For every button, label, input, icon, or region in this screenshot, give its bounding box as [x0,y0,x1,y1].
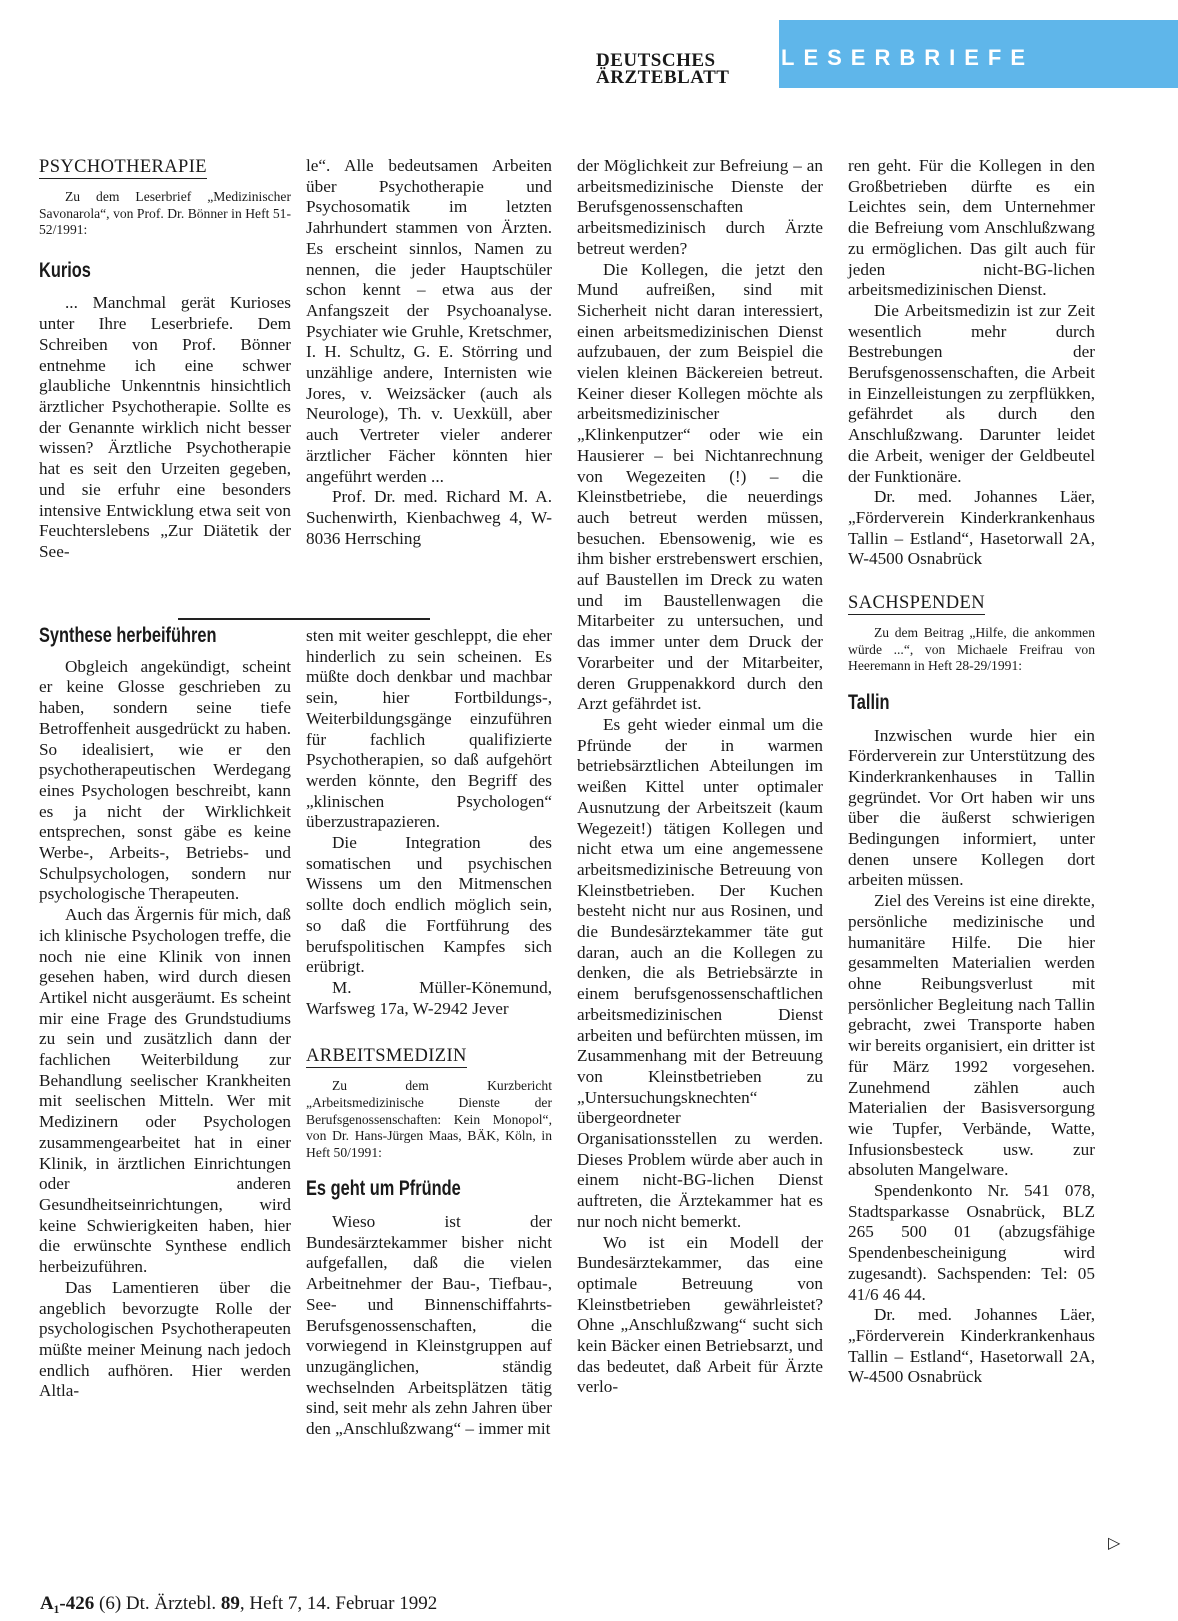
headline-tallin: Tallin [848,690,890,714]
letter-paragraph: Das Lamentieren über die angeblich bevorzugte Rolle der psychologischen Psychotherapeuten müßte meiner Meinung nach jedoch endlich aufhören. Hier werden Altla- [39,1277,291,1401]
letter-paragraph: Wo ist ein Modell der Bundesärztekammer, das eine optimale Betreuung von Kleinstbetrieben gewährleistet? Ohne „Anschlußzwang“ sucht sich kein Bäcker einen Betriebsarzt, und das bedeutet, daß Arbeit für Ärzte verlo- [577,1232,823,1397]
letter-paragraph: le“. Alle bedeutsamen Arbeiten über Psychotherapie und Psychosomatik im letzten Jahrhundert stammen von Ärzten. Es erscheint sinnlos, Namen zu nennen, die jeder Hauptschüler schon kennt – etwa aus der Anfangszeit der Psychoanalyse. Psychiater wie Gruhle, Kretschmer, I. H. Schultz, G. E. Störring und unzählige andere, Internisten wie Jores, v. Weizsäcker (auch als Neurologe), Th. v. Uexküll, aber auch Vertreter vieler anderer ärztlicher Fächer könnten hier angeführt werden ... [306,156,552,486]
column-2 [306,156,552,549]
letter-paragraph: Obgleich angekündigt, scheint er keine Glosse geschrieben zu haben, sondern seine tiefe Betroffenheit ausgedrückt zu haben. So idealisiert, wie er den psychotherapeutischen Werdegang eines Psychologen beschreibt, kann es ja nicht der Wirklichkeit entsprechen, sonst gäbe es keine Werbe-, Arbeits-, Betriebs- und Schulpsychologen, sondern nur psychologische Therapeuten. [39,656,291,904]
letter-signature: Dr. med. Johannes Läer, „Förderverein Kinderkrankenhaus Tallin – Estland“, Hasetorwall 2A, W-4500 Osnabrück [848,1305,1095,1387]
letter-paragraph: Die Arbeitsmedizin ist zur Zeit wesentlich mehr durch Bestrebungen der Berufsgenossenschaften, die Arbeit in Einzelleistungen zu zerpflükken, gefährdet als durch den Anschlußzwang. Darunter leidet die Arbeit, weniger der Geldbeutel der Funktionäre. [848,300,1095,486]
continue-arrow-icon: ▷ [1108,1535,1121,1552]
volume-number: 89 [220,1593,240,1614]
letter-reference: Zu dem Leserbrief „Medizinischer Savonarola“, von Prof. Dr. Bönner in Heft 51-52/1991: [39,189,291,238]
page-number: A₁-426 [40,1593,95,1614]
section-heading-psychotherapie: PSYCHOTHERAPIE [39,157,208,177]
letter-paragraph: ren geht. Für die Kollegen in den Großbetrieben dürfte es ein Leichtes sein, dem Unternehmer die Befreiung vom Anschlußzwang zu ermöglichen. Das gilt auch für jeden nicht-BG-lichen arbeitsmedizinischen Dienst. [848,156,1095,300]
letter-body: ... Manchmal gerät Kurioses unter Ihre Leserbriefe. Dem Schreiben von Prof. Bönner entnehme ich eine schwer glaubliche Unkenntnis hinsichtlich ärztlicher Psychotherapie. Sollte es der Genannte wirklich nicht besser wissen? Ärztliche Psychotherapie hat es seit den Urzeiten gegeben, und sie erfuhr eine besonders intensive Entwicklung etwa seit von Feuchterslebens „Zur Diätetik der See- [39,293,291,561]
headline-synthese: Synthese herbeiführen [39,624,217,647]
letter-paragraph: Spendenkonto Nr. 541 078, Stadtsparkasse Osnabrück, BLZ 265 500 01 (abzugsfähige Spendenbescheinigung wird zugesandt). Sachspenden: Tel: 05 41/6 46 44. [848,1181,1095,1304]
letter-paragraph: Auch das Ärgernis für mich, daß ich klinische Psychologen treffe, die noch nie eine Klinik von innen gesehen haben, wird durch diesen Artikel nicht ausgeräumt. Es scheint mir eine Frage des Grundstudiums zu sein und zusätzlich dann der fachlichen Weiterbildung zur Behandlung seelischer Krankheiten mit seelischen Mitteln. Wer mit Medizinern oder Psychologen zusammengearbeitet hat in einer Klinik, in ärztlichen Einrichtungen oder anderen Gesundheitseinrichtungen, wird keine Schwierigkeiten haben, hier die erwünschte Synthese endlich herbeizuführen. [39,905,291,1277]
letter-paragraph: Wieso ist der Bundesärztekammer bisher nicht aufgefallen, daß die vielen Arbeitnehmer der Bau-, Tiefbau-, See- und Binnenschiffahrts-Berufsgenossenschaften, die vorwiegend in Kleinstgruppen auf unzugänglichen, ständig wechselnden Arbeitsplätzen tätig sind, seit mehr als zehn Jahren über den „Anschlußzwang“ – immer mit [306,1212,552,1439]
section-tab: LESERBRIEFE [779,20,1178,88]
letter-signature: Prof. Dr. med. Richard M. A. Suchenwirth, Kienbachweg 4, W-8036 Herrsching [306,487,552,548]
letter-paragraph: sten mit weiter geschleppt, die eher hinderlich zu sein scheinen. Es müßte doch denkbar und machbar sein, hier Fortbildungs-, Weiterbildungsgänge einzuführen für fachlich qualifizierte Psychotherapien, so daß aufgehört werden könnte, den Begriff des „klinischen Psychologen“ überzustrapazieren. [306,626,552,832]
journal-name: Dt. Ärztebl. [125,1593,217,1614]
letter-paragraph: Es geht wieder einmal um die Pfründe der in warmen betriebsärztlichen Abteilungen im weißen Kittel unter optimaler Ausnutzung der Arbeitszeit (kaum Wegezeit!) tätigen Kollegen und nicht etwa um eine angemessene arbeitsmedizinische Betreuung von Kleinstbetrieben. Der Kuchen besteht nicht nur aus Rosinen, und die Bundesärztekammer täte gut daran, auch an die Kollegen zu denken, die als Betriebsärzte in einem berufsgenossenschaftlichen arbeitsmedizinischen Dienst arbeiten und befürchten müssen, im Zusammenhang mit der Betreuung von Kleinstbetrieben zu „Untersuchungsknechten“ übergeordneter Organisationsstellen zu werden. Dieses Problem würde aber auch in einem nicht-BG-lichen Dienst auftreten, die Ärztekammer hat es nur noch nicht bemerkt. [577,714,823,1231]
letter-paragraph: der Möglichkeit zur Befreiung – an arbeitsmedizinische Dienste der Berufsgenossenschaften arbeitsmedizinisch durch Ärzte betreut werden? [577,156,823,258]
headline-pfruende: Es geht um Pfründe [306,1177,461,1201]
letter-paragraph: Inzwischen wurde hier ein Förderverein zur Unterstützung des Kinderkrankenhauses in Tallin gegründet. Vor Ort haben wir uns über die äußerst schwierigen Bedingungen informiert, unter denen unsere Kollegen dort arbeiten müssen. [848,725,1095,890]
masthead-line1: DEUTSCHES [596,50,716,71]
letter-reference: Zu dem Beitrag „Hilfe, die ankommen würde ...“, von Michaele Freifrau von Heeremann in Heft 28-29/1991: [848,625,1095,674]
masthead-logo [596,52,766,86]
section-heading-arbeitsmedizin: ARBEITSMEDIZIN [306,1046,467,1067]
letter-reference: Zu dem Kurzbericht „Arbeitsmedizinische Dienste der Berufsgenossenschaften: Kein Monopol“, von Dr. Hans-Jürgen Maas, BÄK, Köln, in Heft 50/1991: [306,1078,552,1160]
letter-paragraph: Die Kollegen, die jetzt den Mund aufreißen, sind mit Sicherheit nicht daran interessiert, einen arbeitsmedizinischen Dienst aufzubauen, der zum Beispiel die vielen kleinen Bäckereien betreut. Keiner dieser Kollegen möchte als arbeitsmedizinischer „Klinkenputzer“ oder wie ein Hausierer – bei Nichtanrechnung von Wegezeiten (!) – die Kleinstbetriebe, die neuerdings auch betreut werden müssen, besuchen. Ebensowenig, wie es ihm bisher erstrebenswert erschien, auf Baustellen im Dreck zu waten und im Baustellenwagen die Mitarbeiter zu untersuchen, und das immer unter dem Druck der Vorarbeiter und der Mitarbeiter, deren Gruppenakkord durch den Arzt gefährdet ist. [577,259,823,714]
column-4 [848,156,1095,1388]
letter-signature: Dr. med. Johannes Läer, „Förderverein Kinderkrankenhaus Tallin – Estland“, Hasetorwall 2A, W-4500 Osnabrück [848,487,1095,569]
column-1 [39,156,291,563]
column-1-lower [39,626,291,1402]
letter-paragraph: Die Integration des somatischen und psychischen Wissens um den Mitmenschen sollte doch endlich möglich sein, so daß die Fortführung des berufspolitischen Kampfes sich erübrigt. [306,833,552,977]
column-2-lower [306,626,552,1440]
issue-info: , Heft 7, 14. Februar 1992 [239,1593,438,1614]
letter-signature: M. Müller-Könemund, Warfsweg 17a, W-2942 Jever [306,977,552,1018]
masthead-line2: ÄRZTEBLATT [596,67,730,88]
column-3 [577,156,823,1398]
letter-paragraph: Ziel des Vereins ist eine direkte, persönliche medizinische und humanitäre Hilfe. Die hier gesammelten Materialien werden ohne Reibungsverlust mit persönlicher Begleitung nach Tallin gebracht, zwei Transporte haben wir bereits organisiert, ein dritter ist für März 1992 vorgesehen. Zunehmend zählen auch Materialien der Basisversorgung wie Tupfer, Verbände, Watte, Infusionsbesteck usw. zur absoluten Mangelware. [848,891,1095,1180]
page-footer [40,1593,437,1615]
section-heading-sachspenden: SACHSPENDEN [848,593,986,614]
issue-pageno: (6) [99,1593,122,1614]
headline-kurios: Kurios [39,258,91,282]
divider-rule [178,618,430,620]
